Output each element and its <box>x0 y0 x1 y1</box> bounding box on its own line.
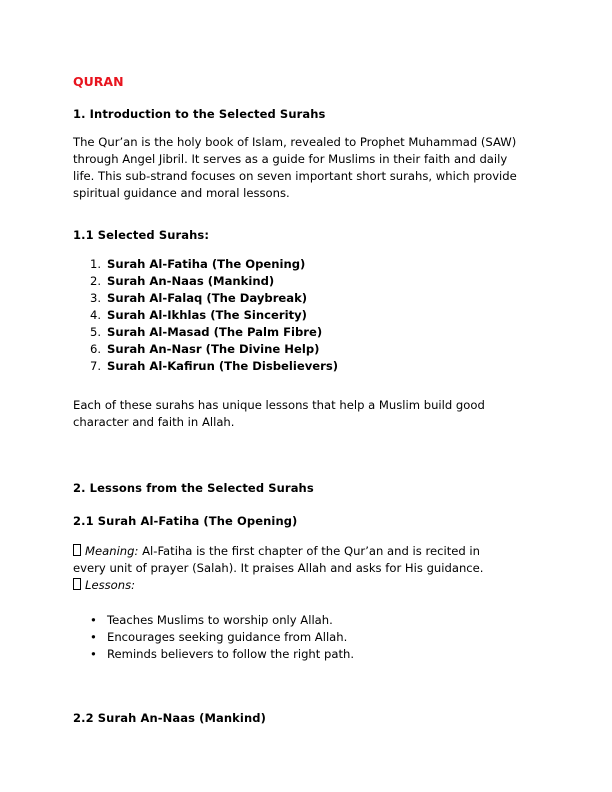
list-item <box>73 629 354 646</box>
missing-glyph-icon <box>73 578 81 590</box>
list-number: 3. <box>90 291 102 305</box>
bullet-icon: • <box>90 613 97 627</box>
lesson-text: Reminds believers to follow the right path. <box>107 647 355 661</box>
section-2-heading: 2. Lessons from the Selected Surahs <box>73 481 314 495</box>
meaning-label: Meaning: <box>85 544 139 558</box>
surah-name: Surah An-Naas (Mankind) <box>107 274 275 288</box>
list-item <box>73 341 338 358</box>
closing-line: character and faith in Allah. <box>73 415 235 429</box>
list-item <box>73 358 338 375</box>
lesson-text: Encourages seeking guidance from Allah. <box>107 630 348 644</box>
surah-list <box>73 256 338 375</box>
document-title: QURAN <box>73 74 124 89</box>
list-number: 5. <box>90 325 102 339</box>
meaning-text: Al-Fatiha is the first chapter of the Qur’an and is recited in <box>138 544 480 558</box>
list-item <box>73 646 354 663</box>
fatiha-meaning <box>73 543 543 594</box>
surah-name: Surah Al-Ikhlas (The Sincerity) <box>107 308 307 322</box>
bullet-icon: • <box>90 630 97 644</box>
list-number: 2. <box>90 274 102 288</box>
list-number: 1. <box>90 257 102 271</box>
intro-line: through Angel Jibril. It serves as a guide for Muslims in their faith and daily <box>73 152 508 166</box>
intro-line: The Qur’an is the holy book of Islam, revealed to Prophet Muhammad (SAW) <box>73 135 517 149</box>
closing-paragraph <box>73 397 543 431</box>
naas-heading: 2.2 Surah An-Naas (Mankind) <box>73 711 266 725</box>
intro-line: spiritual guidance and moral lessons. <box>73 186 290 200</box>
lessons-label: Lessons: <box>85 578 136 592</box>
section-1-heading: 1. Introduction to the Selected Surahs <box>73 107 326 121</box>
list-item <box>73 273 338 290</box>
list-item <box>73 612 354 629</box>
fatiha-heading: 2.1 Surah Al-Fatiha (The Opening) <box>73 514 298 528</box>
surah-name: Surah Al-Falaq (The Daybreak) <box>107 291 308 305</box>
selected-surahs-heading: 1.1 Selected Surahs: <box>73 228 210 242</box>
list-item <box>73 307 338 324</box>
closing-line: Each of these surahs has unique lessons that help a Muslim build good <box>73 398 485 412</box>
surah-name: Surah Al-Kafirun (The Disbelievers) <box>107 359 339 373</box>
meaning-text: every unit of prayer (Salah). It praises Allah and asks for His guidance. <box>73 561 484 575</box>
bullet-icon: • <box>90 647 97 661</box>
fatiha-lessons-list <box>73 612 354 663</box>
list-number: 6. <box>90 342 102 356</box>
lesson-text: Teaches Muslims to worship only Allah. <box>107 613 333 627</box>
surah-name: Surah Al-Fatiha (The Opening) <box>107 257 306 271</box>
missing-glyph-icon <box>73 544 81 556</box>
list-number: 7. <box>90 359 102 373</box>
list-item <box>73 256 338 273</box>
intro-line: life. This sub-strand focuses on seven important short surahs, which provide <box>73 169 517 183</box>
list-item <box>73 324 338 341</box>
surah-name: Surah Al-Masad (The Palm Fibre) <box>107 325 323 339</box>
surah-name: Surah An-Nasr (The Divine Help) <box>107 342 320 356</box>
list-number: 4. <box>90 308 102 322</box>
list-item <box>73 290 338 307</box>
intro-paragraph <box>73 134 543 202</box>
